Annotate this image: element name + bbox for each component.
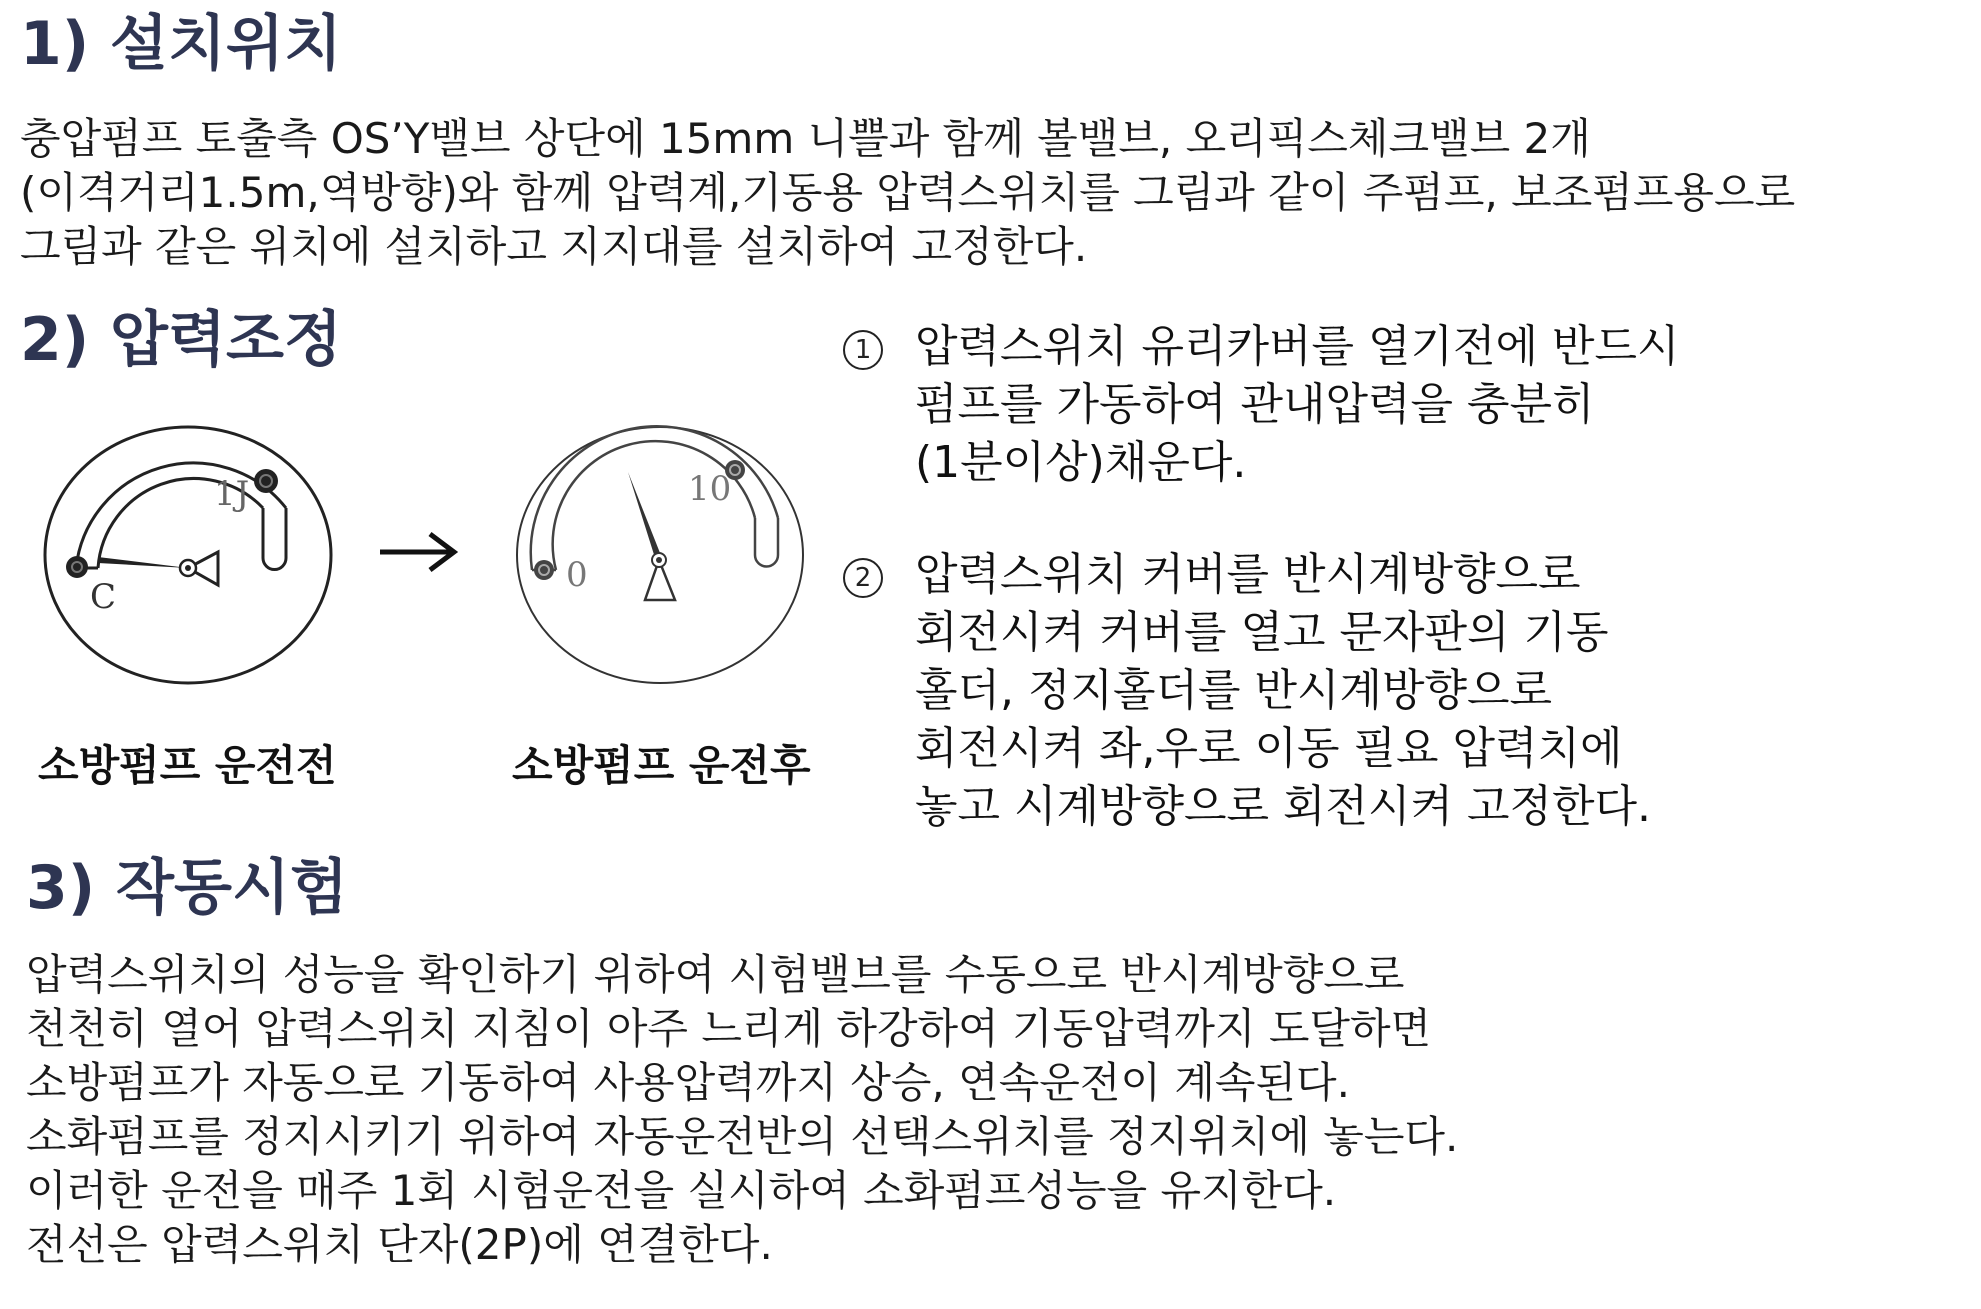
section-2-heading: 2) 압력조정: [20, 305, 342, 375]
step-number-badge: 1: [843, 330, 883, 370]
text-line: 펌프를 가동하여 관내압력을 충분히: [915, 379, 1595, 430]
step-2: [843, 546, 1680, 836]
gauge-needle: [628, 472, 675, 600]
adjustment-steps: [843, 318, 1680, 890]
text-line: 회전시켜 커버를 열고 문자판의 기동: [915, 607, 1609, 658]
pressure-gauge-after-diagram: [510, 420, 810, 700]
step-number-badge: 2: [843, 558, 883, 598]
section-3-heading: 3) 작동시험: [26, 853, 348, 923]
text-line: 압력스위치 커버를 반시계방향으로: [915, 549, 1581, 600]
text-line: 압력스위치의 성능을 확인하기 위하여 시험밸브를 수동으로 반시계방향으로: [26, 950, 1405, 999]
gauge-label-ten: 10: [688, 469, 732, 509]
text-line: 홀더, 정지홀더를 반시계방향으로: [915, 665, 1553, 716]
text-line: 전선은 압력스위치 단자(2P)에 연결한다.: [26, 1220, 773, 1269]
step-1: [843, 318, 1680, 492]
caption-before: 소방펌프 운전전: [38, 741, 337, 790]
gauge-label-zero: C: [90, 577, 117, 617]
gauge-label-ten: 1J: [214, 474, 250, 514]
text-line: 그림과 같은 위치에 설치하고 지지대를 설치하여 고정한다.: [20, 222, 1088, 271]
text-line: 천천히 열어 압력스위치 지침이 아주 느리게 하강하여 기동압력까지 도달하면: [26, 1004, 1432, 1053]
text-line: 소화펌프를 정지시키기 위하여 자동운전반의 선택스위치를 정지위치에 놓는다.: [26, 1112, 1459, 1161]
text-line: (이격거리1.5m,역방향)와 함께 압력계,기동용 압력스위치를 그림과 같이 주펌프, 보조펌프용으로: [20, 168, 1796, 217]
start-holder-icon: [534, 560, 554, 580]
text-line: 회전시켜 좌,우로 이동 필요 압력치에: [915, 723, 1623, 774]
section-1-text: [20, 112, 1795, 274]
stop-holder-icon: [254, 469, 278, 493]
text-line: 소방펌프가 자동으로 기동하여 사용압력까지 상승, 연속운전이 계속된다.: [26, 1058, 1350, 1107]
gauge-label-zero: 0: [566, 555, 588, 595]
text-line: 압력스위치 유리카버를 열기전에 반드시: [915, 321, 1680, 372]
text-line: 이러한 운전을 매주 1회 시험운전을 실시하여 소화펌프성능을 유지한다.: [26, 1166, 1337, 1215]
caption-after: 소방펌프 운전후: [512, 741, 811, 790]
pressure-gauge-before-diagram: [38, 420, 338, 700]
right-arrow-icon: [378, 530, 458, 574]
start-holder-icon: [66, 556, 88, 578]
section-3-text: [26, 948, 1458, 1272]
text-line: 놓고 시계방향으로 회전시켜 고정한다.: [915, 781, 1652, 832]
text-line: 충압펌프 토출측 OS’Y밸브 상단에 15mm 니쁠과 함께 볼밸브, 오리픽스체크밸브 2개: [20, 114, 1591, 163]
text-line: (1분이상)채운다.: [915, 437, 1247, 488]
section-1-heading: 1) 설치위치: [20, 9, 342, 79]
